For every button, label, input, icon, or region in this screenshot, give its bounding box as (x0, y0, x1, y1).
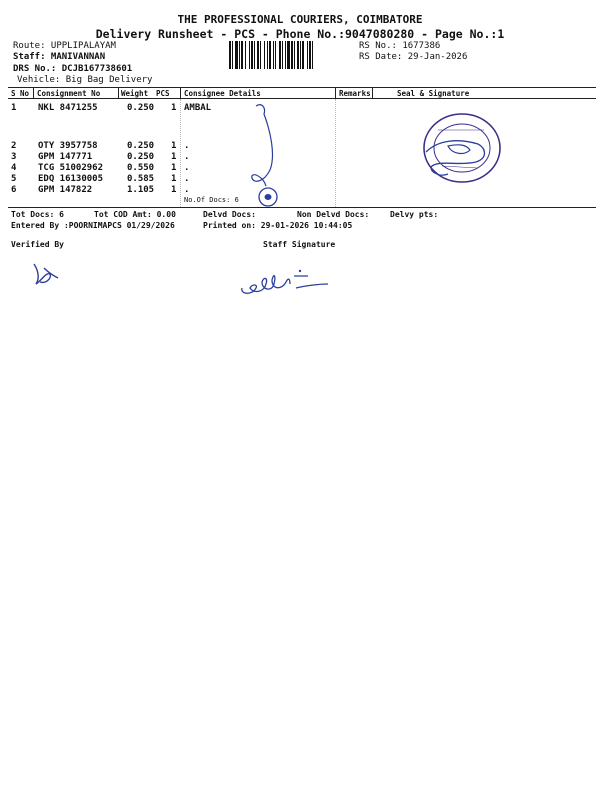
barcode-bar (235, 41, 238, 69)
staff-signature (238, 266, 334, 300)
barcode-bar (307, 41, 308, 69)
row-sno: 3 (11, 152, 17, 162)
barcode-bar (267, 41, 268, 69)
row-pcs: 1 (171, 163, 177, 173)
row-consignee: . (184, 163, 190, 173)
barcode-bar (254, 41, 255, 69)
staff-label: Staff: MANIVANNAN (13, 52, 106, 62)
verified-by-label: Verified By (11, 240, 64, 249)
column-divider (335, 99, 336, 207)
verifier-signature (28, 260, 62, 288)
barcode-bar (287, 41, 290, 69)
barcode-bar (294, 41, 295, 69)
barcode-bar (291, 41, 293, 69)
vehicle-label: Vehicle: Big Bag Delivery (17, 75, 153, 85)
row-pcs: 1 (171, 152, 177, 162)
runsheet-subtitle: Delivery Runsheet - PCS - Phone No.:9047080280 - Page No.:1 (95, 27, 505, 41)
row-consignment: NKL 8471255 (38, 103, 98, 113)
total-cod-amount: Tot COD Amt: 0.00 (94, 210, 176, 219)
barcode-bar (264, 41, 265, 69)
barcode-bar (257, 41, 259, 69)
barcode-bar (273, 41, 274, 69)
drs-number: DRS No.: DCJB167738601 (13, 64, 133, 74)
col-remarks: Remarks (339, 89, 371, 98)
table-header-rule (8, 98, 596, 99)
row-pcs: 1 (171, 103, 177, 113)
barcode-bar (300, 41, 301, 69)
printed-on: Printed on: 29-01-2026 10:44:05 (203, 221, 353, 230)
no-of-docs: No.Of Docs: 6 (184, 196, 239, 204)
entered-by: Entered By :POORNIMAPCS 01/29/2026 (11, 221, 175, 230)
table-bottom-rule (8, 207, 596, 208)
table-top-rule (8, 87, 596, 88)
row-pcs: 1 (171, 185, 177, 195)
delivered-docs: Delvd Docs: (203, 210, 256, 219)
column-divider (335, 88, 336, 98)
row-sno: 6 (11, 185, 17, 195)
barcode-image (229, 41, 355, 69)
barcode-bar (302, 41, 304, 69)
barcode-bar (251, 41, 253, 69)
pen-mark-drawing (240, 100, 290, 210)
barcode-bar (297, 41, 299, 69)
delivery-points: Delvy pts: (390, 210, 439, 219)
barcode-bar (279, 41, 281, 69)
col-seal-signature: Seal & Signature (397, 89, 470, 98)
barcode-bar (269, 41, 271, 69)
row-weight: 0.250 (127, 152, 155, 162)
row-consignee: . (184, 152, 190, 162)
row-weight: 1.105 (127, 185, 155, 195)
column-divider (180, 88, 181, 98)
column-divider (372, 88, 373, 98)
barcode-bar (285, 41, 286, 69)
barcode-bar (249, 41, 250, 69)
barcode-bar (241, 41, 243, 69)
barcode-bar (229, 41, 231, 69)
barcode-bar (275, 41, 276, 69)
route-label: Route: UPPLIPALAYAM (13, 41, 116, 51)
company-title: THE PROFESSIONAL COURIERS, COIMBATORE (177, 13, 423, 26)
barcode-bar (260, 41, 261, 69)
row-consignment: EDQ 16130005 (38, 174, 104, 184)
row-consignee: . (184, 141, 190, 151)
col-consignment: Consignment No (37, 89, 101, 98)
row-consignment: GPM 147771 (38, 152, 93, 162)
barcode-bar (245, 41, 246, 69)
col-sno: S No (11, 89, 30, 98)
barcode-bar (232, 41, 233, 69)
row-consignee: AMBAL (184, 103, 212, 113)
barcode-bar (312, 41, 313, 69)
row-consignment: OTY 3957758 (38, 141, 98, 151)
col-weight: Weight (121, 89, 149, 98)
row-pcs: 1 (171, 174, 177, 184)
barcode-bar (239, 41, 240, 69)
row-weight: 0.250 (127, 103, 155, 113)
row-weight: 0.550 (127, 163, 155, 173)
row-sno: 5 (11, 174, 17, 184)
row-sno: 1 (11, 103, 17, 113)
row-pcs: 1 (171, 141, 177, 151)
rs-date: RS Date: 29-Jan-2026 (359, 52, 468, 62)
col-pcs: PCS (156, 89, 170, 98)
row-sno: 4 (11, 163, 17, 173)
row-consignee: . (184, 185, 190, 195)
staff-signature-label: Staff Signature (263, 240, 336, 249)
row-weight: 0.585 (127, 174, 155, 184)
row-sno: 2 (11, 141, 17, 151)
col-consignee: Consignee Details (184, 89, 261, 98)
row-consignment: TCG 51002962 (38, 163, 104, 173)
row-weight: 0.250 (127, 141, 155, 151)
barcode-bar (309, 41, 311, 69)
total-docs: Tot Docs: 6 (11, 210, 64, 219)
column-divider (118, 88, 119, 98)
barcode-bar (282, 41, 283, 69)
row-consignment: GPM 147822 (38, 185, 93, 195)
non-delivered-docs: Non Delvd Docs: (297, 210, 370, 219)
seal-stamp-graphic (418, 108, 504, 190)
rs-number: RS No.: 1677386 (359, 41, 441, 51)
row-consignee: . (184, 174, 190, 184)
column-divider (33, 88, 34, 98)
column-divider (180, 99, 181, 207)
